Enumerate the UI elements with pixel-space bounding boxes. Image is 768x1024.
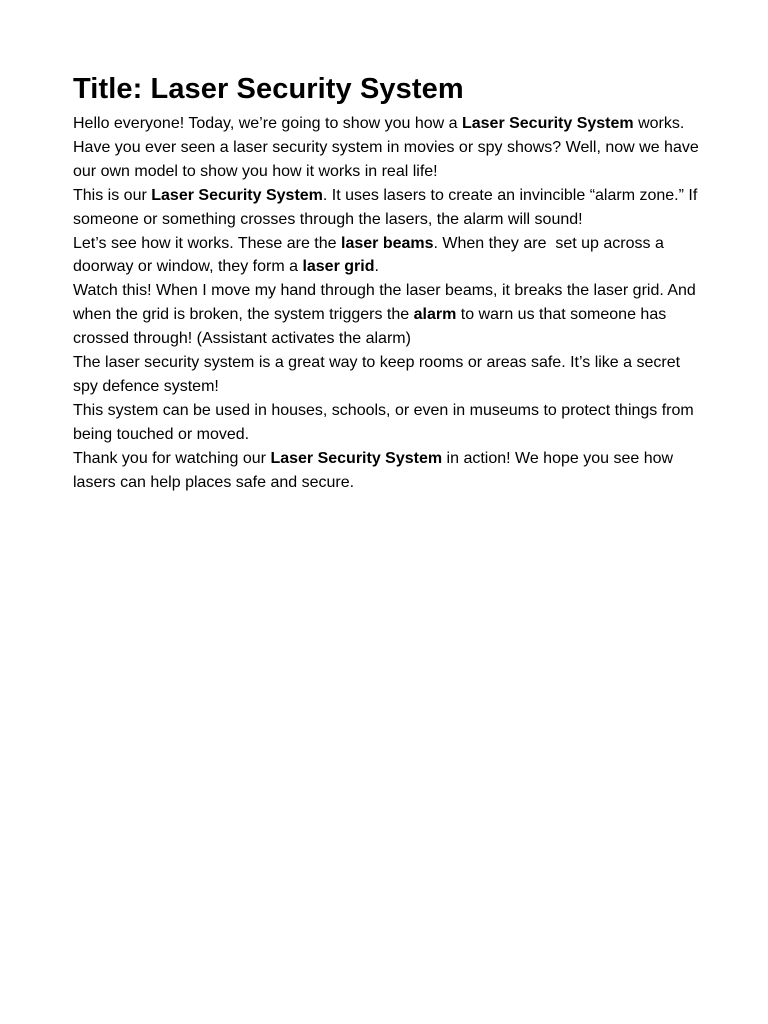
text-run: works. Have you ever seen a laser security system in movies or spy shows? Well, now we have our own model to show you how it works in real life! [73, 115, 704, 180]
bold-text-run: Laser Security System [461, 115, 634, 132]
text-run: This system can be used in houses, schools, or even in museums to protect things from being touched or moved. [73, 401, 699, 443]
text-run: Watch this! When I move my hand through the laser beams, it breaks the laser grid. And when the grid is broken, the system triggers the [73, 282, 701, 324]
body-paragraph [73, 399, 703, 447]
text-run: The laser security system is a great way to keep rooms or areas safe. It’s like a secret spy defence system! [73, 354, 685, 395]
text-run: Thank you for watching our [73, 449, 271, 467]
body-paragraph [73, 279, 703, 351]
bold-text-run: Laser Security System [270, 449, 443, 467]
document-body [73, 112, 703, 495]
body-paragraph [73, 447, 703, 495]
body-paragraph [73, 351, 703, 399]
bold-text-run: alarm [413, 306, 457, 324]
bold-text-run: laser beams [341, 234, 434, 252]
body-paragraph [73, 232, 703, 280]
text-run: This is our [73, 186, 152, 204]
text-run: in action! We hope you see how lasers can help places safe and secure. [73, 449, 678, 491]
document-page [73, 70, 703, 495]
text-run: . It uses lasers to create an invincible “alarm zone.” If someone or something crosses through the lasers, the alarm will sound! [73, 186, 702, 228]
text-run: . [374, 258, 379, 276]
text-run: to warn us that someone has crossed through! (Assistant activates the alarm) [73, 306, 671, 348]
bold-text-run: Laser Security System [151, 186, 323, 204]
bold-text-run: laser grid [302, 258, 375, 276]
text-run: Hello everyone! Today, we’re going to show you how a [73, 115, 462, 132]
text-run: . When they are set up across a doorway or window, they form a [73, 234, 669, 276]
text-run: Let’s see how it works. These are the [73, 234, 341, 252]
body-paragraph [73, 184, 703, 232]
document-title: Title: Laser Security System [73, 73, 464, 105]
body-paragraph [73, 112, 703, 184]
